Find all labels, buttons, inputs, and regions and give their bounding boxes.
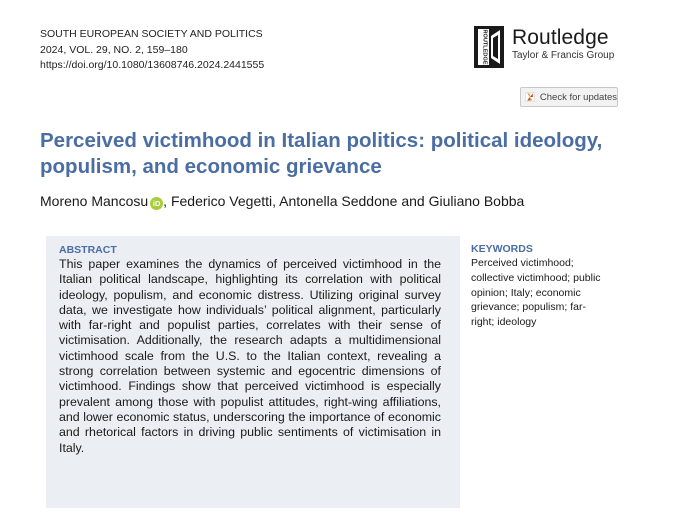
orcid-icon[interactable]: iD (150, 197, 163, 210)
check-for-updates-icon (525, 90, 535, 104)
author-name[interactable]: Moreno Mancosu (40, 193, 149, 209)
abstract-text: This paper examines the dynamics of perceived victimhood in the Italian political landscape, highlighting its correlation with political ideology, populism, and economic distress. Utilizing original survey data, we investigate how individuals’ political alignment, particularly with far-right and populist parties, correlates with their sense of victimisation. Additionally, the research adapts a multidimensional victimhood scale from the U.S. to the Italian context, revealing a strong correlation between systemic and egocentric dimensions of victimhood. Findings show that perceived victimhood is especially prevalent among those with populist attitudes, right-wing affiliations, and lower economic status, underscoring the importance of economic and rhetorical factors in driving public sentiments of victimisation in Italy. (59, 257, 441, 455)
routledge-mark-text: ROUTLEDGE (481, 29, 488, 65)
abstract-box (46, 236, 460, 508)
article-title: Perceived victimhood in Italian politics: political ideology, populism, and economic grievance (40, 129, 603, 178)
routledge-mark-icon (474, 26, 504, 68)
coauthor-names: , Federico Vegetti, Antonella Seddone and Giuliano Bobba (163, 193, 525, 209)
check-for-updates-label: Check for updates (539, 91, 617, 103)
publisher-logo (474, 26, 614, 68)
abstract-heading: ABSTRACT (59, 244, 117, 256)
publisher-name: Routledge (512, 26, 609, 49)
journal-info (40, 27, 264, 74)
keywords-panel (471, 243, 601, 330)
journal-doi[interactable]: https://doi.org/10.1080/13608746.2024.2441555 (40, 59, 265, 71)
keywords-heading: KEYWORDS (471, 243, 533, 255)
author-list (40, 192, 524, 210)
keywords-list: Perceived victimhood; collective victimhood; public opinion; Italy; economic grievance; populism; far-right; ideology (471, 257, 601, 329)
publisher-group: Taylor & Francis Group (512, 50, 615, 61)
check-for-updates-button[interactable] (520, 87, 618, 107)
journal-name: SOUTH EUROPEAN SOCIETY AND POLITICS (40, 28, 263, 40)
journal-volume: 2024, VOL. 29, NO. 2, 159–180 (40, 43, 188, 56)
